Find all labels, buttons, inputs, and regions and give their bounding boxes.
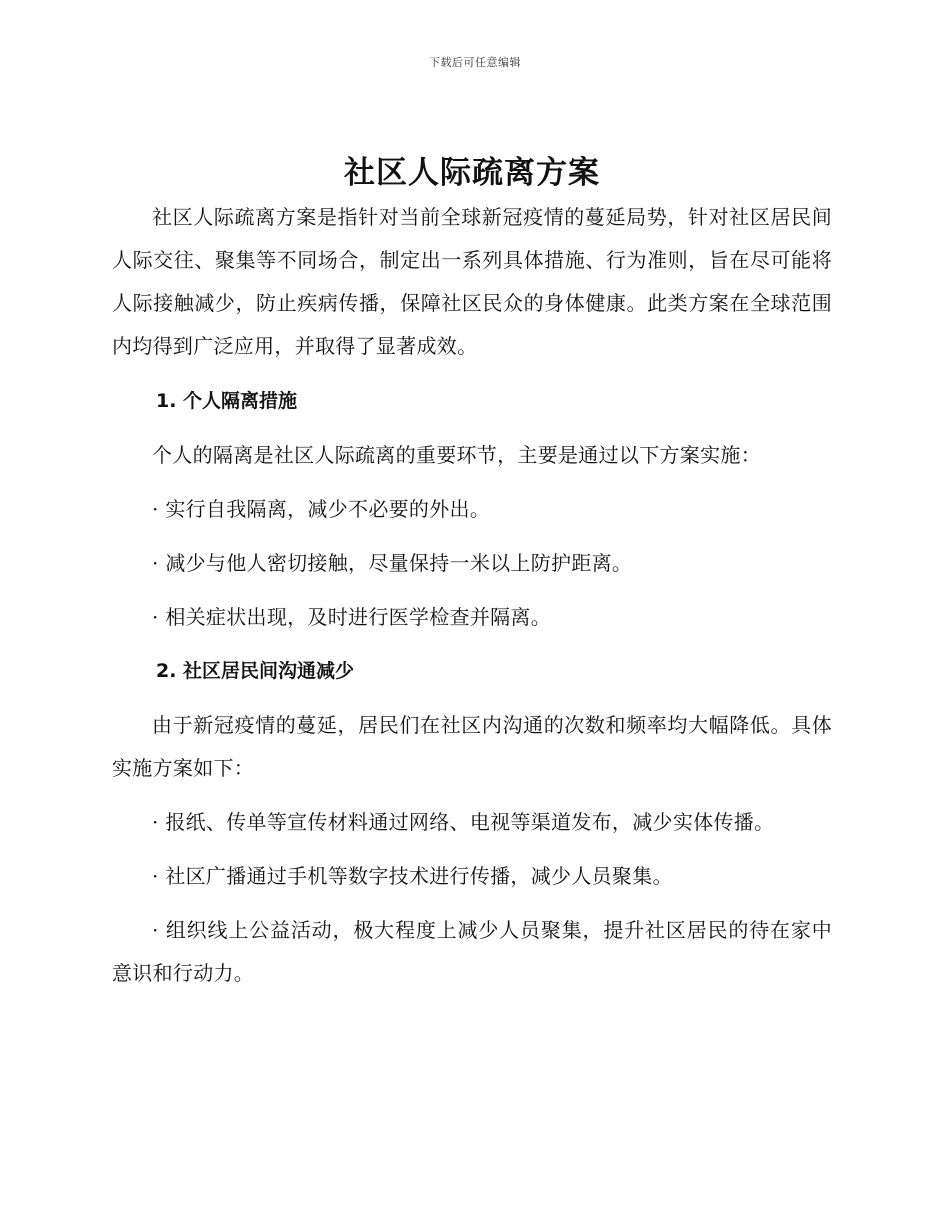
document-body — [112, 150, 832, 995]
section-1-bullet-3: · 相关症状出现，及时进行医学检查并隔离。 — [152, 605, 552, 629]
section-heading-2: 2. 社区居民间沟通减少 — [156, 660, 355, 682]
intro-paragraph: 社区人际疏离方案是指针对当前全球新冠疫情的蔓延局势，针对社区居民间人际交往、聚集等不同场合，制定出一系列具体措施、行为准则，旨在尽可能将人际接触减少，防止疾病传播，保障社区民众的身体健康。此类方案在全球范围内均得到广泛应用，并取得了显著成效。 — [112, 205, 832, 358]
page-title: 社区人际疏离方案 — [344, 155, 600, 191]
section-2-lead: 由于新冠疫情的蔓延，居民们在社区内沟通的次数和频率均大幅降低。具体实施方案如下： — [112, 713, 832, 780]
section-1-bullet-1: · 实行自我隔离，减少不必要的外出。 — [152, 497, 491, 521]
header-note: 下载后可任意编辑 — [429, 56, 521, 69]
section-1-bullet-2: · 减少与他人密切接触，尽量保持一米以上防护距离。 — [152, 551, 633, 575]
section-1-lead: 个人的隔离是社区人际疏离的重要环节，主要是通过以下方案实施： — [152, 443, 761, 467]
section-2-bullet-1: · 报纸、传单等宣传材料通过网络、电视等渠道发布，减少实体传播。 — [152, 810, 775, 834]
section-2-bullet-2: · 社区广播通过手机等数字技术进行传播，减少人员聚集。 — [152, 864, 673, 888]
section-heading-1: 1. 个人隔离措施 — [156, 390, 298, 412]
section-2-bullet-3: · 组织线上公益活动，极大程度上减少人员聚集，提升社区居民的待在家中意识和行动力。 — [112, 918, 832, 985]
